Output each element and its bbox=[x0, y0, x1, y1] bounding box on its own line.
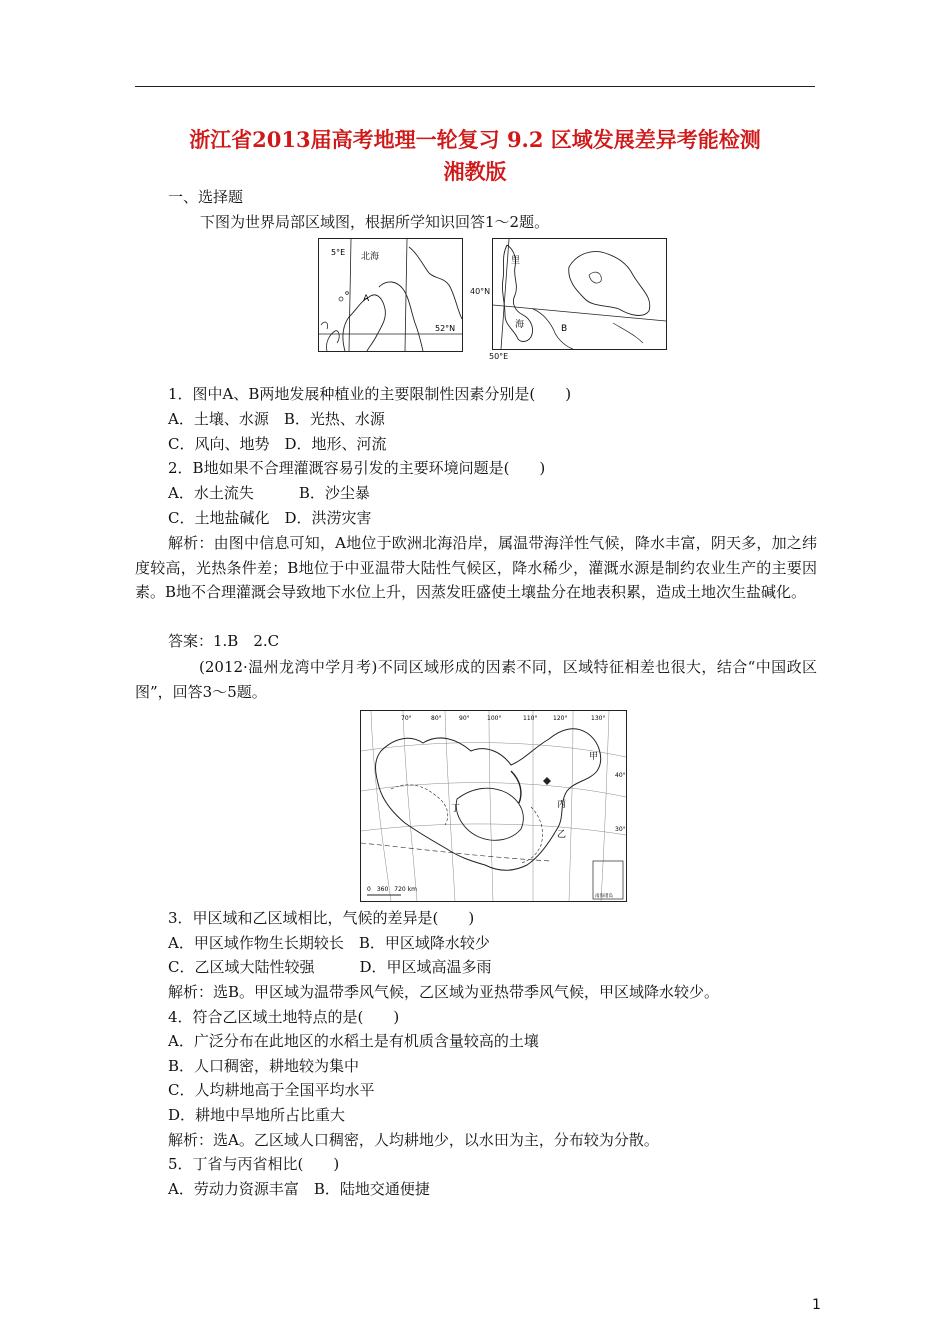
q4-analysis: 解析：选A。乙区域人口稠密，人均耕地少，以水田为主，分布较为分散。 bbox=[168, 1131, 659, 1149]
lat-label-40n: 40°N bbox=[470, 287, 491, 296]
q4-stem: 4．符合乙区域土地特点的是( ) bbox=[168, 1008, 400, 1026]
lon-label-100: 100° bbox=[487, 715, 502, 722]
q1-stem: 1．图中A、B两地发展种植业的主要限制性因素分别是( ) bbox=[168, 385, 572, 403]
header-rule bbox=[135, 86, 815, 87]
page-title: 浙江省2013届高考地理一轮复习 9.2 区域发展差异考能检测 bbox=[189, 127, 761, 152]
q5-stem: 5．丁省与丙省相比( ) bbox=[168, 1155, 340, 1173]
q4-option-c: C．人均耕地高于全国平均水平 bbox=[168, 1081, 375, 1099]
q5-options-ab: A．劳动力资源丰富 B．陆地交通便捷 bbox=[168, 1180, 430, 1198]
lon-label-50e: 50°E bbox=[489, 352, 509, 361]
q1-options-cd: C．风向、地势 D．地形、河流 bbox=[168, 435, 387, 453]
map-china-political bbox=[360, 710, 627, 902]
lon-label-120: 120° bbox=[553, 715, 568, 722]
q2-options-cd: C．土地盐碱化 D．洪涝灾害 bbox=[168, 509, 372, 527]
lon-label-70: 70° bbox=[401, 715, 412, 722]
lat-label-30: 30° bbox=[615, 826, 626, 833]
region-label-yi: 乙 bbox=[557, 830, 567, 840]
q4-option-d: D．耕地中旱地所占比重大 bbox=[168, 1106, 346, 1124]
q3-stem: 3．甲区域和乙区域相比，气候的差异是( ) bbox=[168, 909, 475, 927]
lon-label-5e: 5°E bbox=[331, 248, 346, 257]
scale-bar-label: 0 360 720 km bbox=[367, 886, 417, 893]
region-label-b: B bbox=[561, 324, 568, 334]
region-label-ding: 丁 bbox=[451, 804, 461, 814]
q4-option-a: A．广泛分布在此地区的水稻土是有机质含量较高的土壤 bbox=[168, 1032, 539, 1050]
q2-options-ab: A．水土流失 B．沙尘暴 bbox=[168, 484, 370, 502]
lon-label-110: 110° bbox=[523, 715, 538, 722]
sea-label-caspian-2: 海 bbox=[515, 320, 525, 330]
q3-options-cd: C．乙区域大陆性较强 D．甲区域高温多雨 bbox=[168, 958, 492, 976]
map-caspian bbox=[492, 238, 667, 350]
intro-text-2: (2012·温州龙湾中学月考)不同区域形成的因素不同，区域特征相差也很大，结合“中国政区图”，回答3～5题。 bbox=[135, 658, 817, 701]
region-label-bing: 丙 bbox=[557, 800, 567, 810]
intro-text-1: 下图为世界局部区域图，根据所学知识回答1～2题。 bbox=[200, 213, 550, 231]
q1-options-ab: A．土壤、水源 B．光热、水源 bbox=[168, 410, 385, 428]
q4-option-b: B．人口稠密，耕地较为集中 bbox=[168, 1057, 360, 1075]
analysis-q1-q2: 解析：由图中信息可知，A地位于欧洲北海沿岸，属温带海洋性气候，降水丰富，阴天多，加之纬度较高，光热条件差；B地位于中亚温带大陆性气候区，降水稀少，灌溉水源是制约农业生产的主要因素。B地不合理灌溉会导致地下水位上升，因蒸发旺盛使土壤盐分在地表积累，造成土地次生盐碱化。 bbox=[135, 534, 817, 601]
page-subtitle: 湘教版 bbox=[443, 159, 507, 184]
answer-q1-q2: 答案：1.B 2.C bbox=[168, 632, 280, 650]
q3-options-ab: A．甲区域作物生长期较长 B．甲区域降水较少 bbox=[168, 934, 490, 952]
lon-label-90: 90° bbox=[459, 715, 470, 722]
lon-label-80: 80° bbox=[431, 715, 442, 722]
region-label-jia: 甲 bbox=[589, 752, 599, 762]
q2-stem: 2．B地如果不合理灌溉容易引发的主要环境问题是( ) bbox=[168, 459, 546, 477]
q3-analysis: 解析：选B。甲区域为温带季风气候，乙区域为亚热带季风气候，甲区域降水较少。 bbox=[168, 983, 720, 1001]
map-north-sea bbox=[318, 238, 463, 352]
lat-label-52n: 52°N bbox=[435, 324, 456, 333]
section-heading: 一、选择题 bbox=[168, 188, 244, 206]
inset-label-south-sea: 南海诸岛 bbox=[595, 894, 613, 899]
sea-label-north-sea: 北海 bbox=[361, 252, 380, 262]
sea-label-caspian-1: 里 bbox=[511, 256, 521, 266]
region-label-a: A bbox=[363, 294, 370, 304]
page-number: 1 bbox=[812, 1297, 821, 1313]
lon-label-130: 130° bbox=[591, 715, 606, 722]
lat-label-40: 40° bbox=[615, 772, 626, 779]
